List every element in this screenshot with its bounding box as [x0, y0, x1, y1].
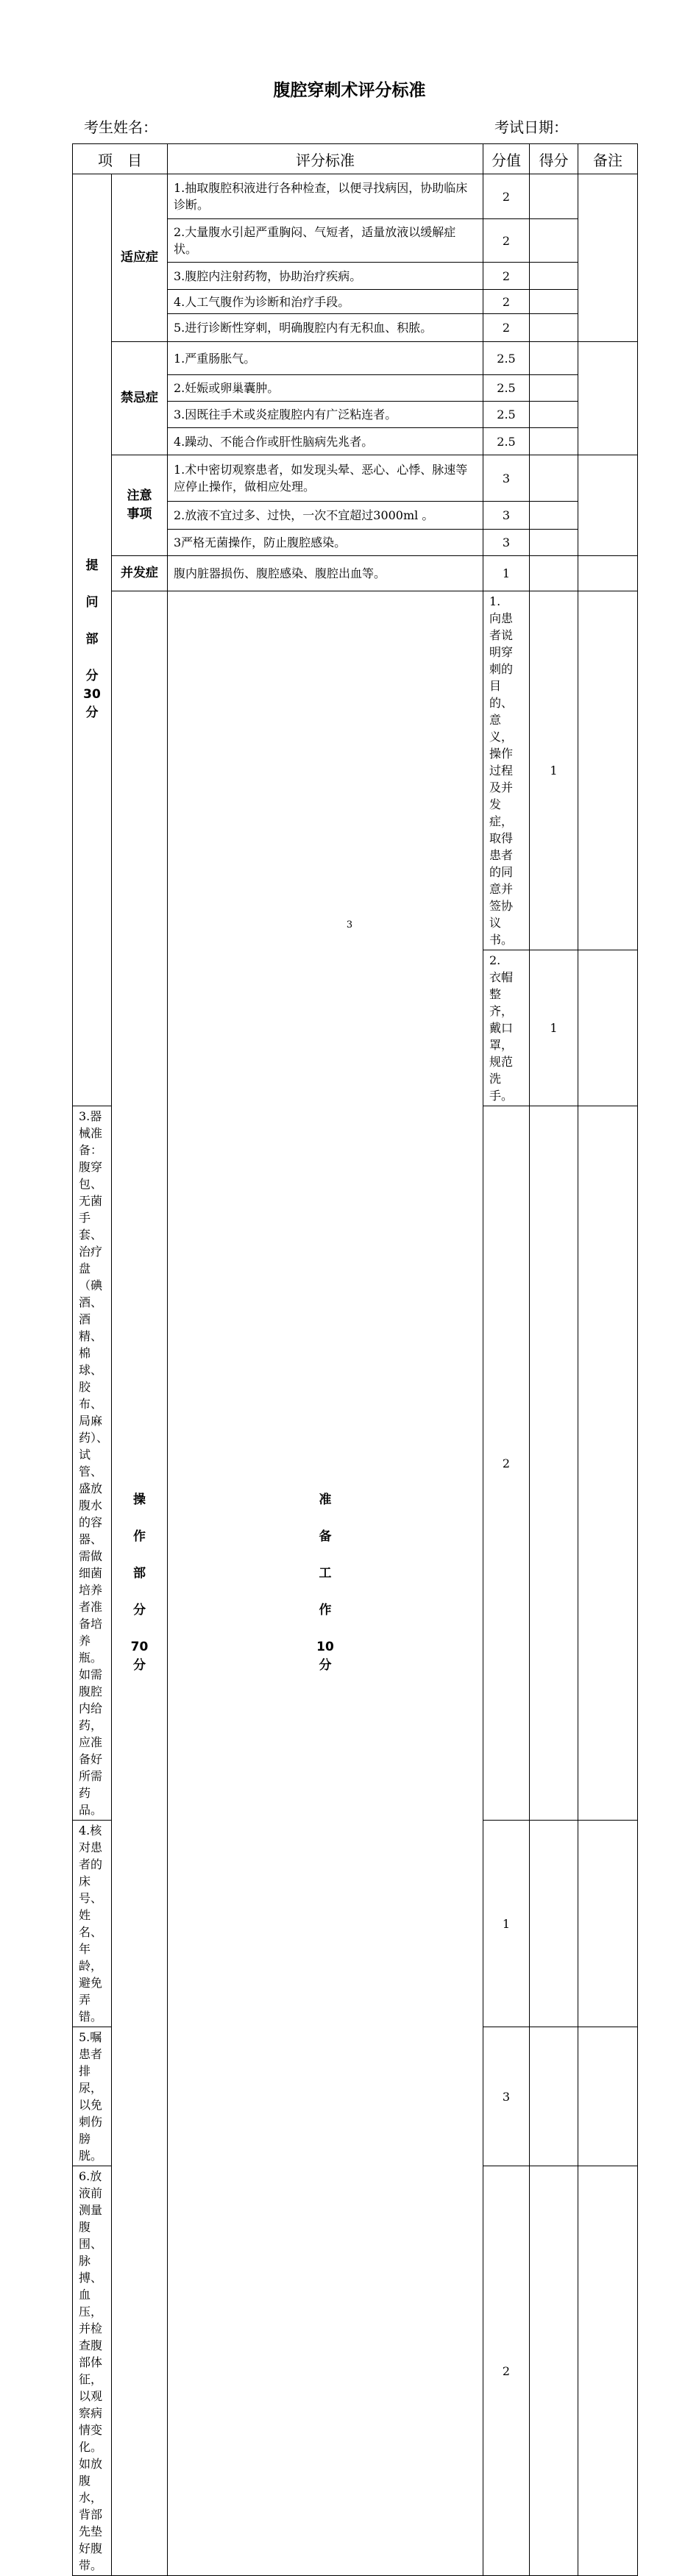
- group-preparation-label: 准 备 工 作 10 分: [316, 1492, 334, 1673]
- remarks-cell[interactable]: [578, 2166, 638, 2576]
- score-cell[interactable]: [530, 2027, 578, 2166]
- score-cell[interactable]: [530, 375, 578, 402]
- criteria-cell: 6.放液前测量腹围、脉搏、血压，并检查腹部体征，以观察病情变化。如放腹水，背部先垫好腹带。: [73, 2166, 112, 2576]
- remarks-cell[interactable]: [578, 1821, 638, 2027]
- points-cell: 2.5: [483, 342, 530, 375]
- points-cell: 1: [483, 1821, 530, 2027]
- points-cell: 3: [483, 455, 530, 502]
- criteria-cell: 1.严重肠胀气。: [168, 342, 483, 375]
- points-cell: 2: [483, 290, 530, 314]
- score-cell[interactable]: [578, 591, 638, 950]
- remarks-cell[interactable]: [578, 556, 638, 591]
- section-questioning-label: 提 问 部 分 30 分: [83, 558, 101, 720]
- remarks-cell[interactable]: [578, 455, 638, 556]
- points-cell: 1: [530, 591, 578, 950]
- header-remarks: 备注: [578, 144, 638, 174]
- score-cell[interactable]: [530, 428, 578, 455]
- table-row: [73, 556, 638, 591]
- remarks-cell[interactable]: [578, 1106, 638, 1821]
- points-cell: 1: [483, 556, 530, 591]
- points-cell: 2: [483, 314, 530, 342]
- score-cell[interactable]: [530, 342, 578, 375]
- criteria-cell: 2. 衣帽整齐，戴口罩，规范洗手。: [483, 950, 530, 1106]
- examinee-name-label: 考生姓名：: [84, 118, 157, 136]
- score-cell[interactable]: [530, 219, 578, 263]
- points-cell: 2: [483, 2166, 530, 2576]
- score-cell[interactable]: [530, 530, 578, 556]
- score-cell[interactable]: [530, 556, 578, 591]
- score-cell[interactable]: [530, 290, 578, 314]
- criteria-cell: 腹内脏器损伤、腹腔感染、腹腔出血等。: [168, 556, 483, 591]
- section-operation: [112, 591, 168, 2576]
- score-cell[interactable]: [530, 263, 578, 290]
- points-cell: 3: [483, 530, 530, 556]
- group-contraindications: 禁忌症: [112, 342, 168, 455]
- criteria-cell: 3.腹腔内注射药物，协助治疗疾病。: [168, 263, 483, 290]
- points-cell: 2.5: [483, 402, 530, 428]
- criteria-cell: 2.放液不宜过多、过快，一次不宜超过3000ml 。: [168, 502, 483, 530]
- criteria-cell: 3严格无菌操作，防止腹腔感染。: [168, 530, 483, 556]
- points-cell: 3: [483, 2027, 530, 2166]
- points-cell: 3: [483, 502, 530, 530]
- table-row: [73, 342, 638, 375]
- table-row: [73, 174, 638, 219]
- page-title: 腹腔穿刺术评分标准: [273, 81, 426, 100]
- score-cell[interactable]: [530, 402, 578, 428]
- score-cell[interactable]: [578, 950, 638, 1106]
- scoring-table: [72, 143, 638, 2576]
- criteria-cell: 3.器械准备：腹穿包、无菌手套、治疗盘（碘酒、酒精、棉球、胶布、局麻药）、试管、盛放腹水的容器、需做细菌培养者准备培养瓶。如需腹腔内给药，应准备好所需药品。: [73, 1106, 112, 1821]
- points-cell: 2: [483, 1106, 530, 1821]
- score-cell[interactable]: [530, 174, 578, 219]
- score-cell[interactable]: [530, 455, 578, 502]
- header-criteria: 评分标准: [168, 144, 483, 174]
- criteria-cell: 1.抽取腹腔积液进行各种检查，以便寻找病因，协助临床诊断。: [168, 174, 483, 219]
- criteria-cell: 3.因既往手术或炎症腹腔内有广泛粘连者。: [168, 402, 483, 428]
- points-cell: 2: [483, 174, 530, 219]
- exam-date-label: 考试日期：: [494, 118, 568, 136]
- header-points: 分值: [483, 144, 530, 174]
- group-indications: 适应症: [112, 174, 168, 342]
- criteria-cell: 1. 向患者说明穿刺的目的、意义，操作过程及并发症，取得患者的同意并签协议书。: [483, 591, 530, 950]
- header-row: [73, 144, 638, 174]
- section-questioning: [73, 174, 112, 1106]
- points-cell: 2: [483, 263, 530, 290]
- group-precautions: 注意 事项: [112, 455, 168, 556]
- score-cell[interactable]: [530, 1106, 578, 1821]
- points-cell: 1: [530, 950, 578, 1106]
- remarks-cell[interactable]: [578, 342, 638, 455]
- page-number: 3: [346, 919, 353, 931]
- criteria-cell: 2.妊娠或卵巢囊肿。: [168, 375, 483, 402]
- table-row: [73, 455, 638, 502]
- criteria-cell: 4.人工气腹作为诊断和治疗手段。: [168, 290, 483, 314]
- header-score: 得分: [530, 144, 578, 174]
- criteria-cell: 2.大量腹水引起严重胸闷、气短者，适量放液以缓解症状。: [168, 219, 483, 263]
- header-item: 项 目: [73, 144, 168, 174]
- remarks-cell[interactable]: [578, 2027, 638, 2166]
- group-complications: 并发症: [112, 556, 168, 591]
- group-preparation: [168, 591, 483, 2576]
- criteria-cell: 4.躁动、不能合作或肝性脑病先兆者。: [168, 428, 483, 455]
- criteria-cell: 5.进行诊断性穿刺，明确腹腔内有无积血、积脓。: [168, 314, 483, 342]
- score-cell[interactable]: [530, 502, 578, 530]
- section-operation-label: 操 作 部 分 70 分: [130, 1492, 149, 1673]
- table-row: [73, 591, 638, 950]
- points-cell: 2.5: [483, 375, 530, 402]
- score-cell[interactable]: [530, 2166, 578, 2576]
- remarks-cell[interactable]: [578, 174, 638, 342]
- points-cell: 2: [483, 219, 530, 263]
- points-cell: 2.5: [483, 428, 530, 455]
- score-cell[interactable]: [530, 1821, 578, 2027]
- score-cell[interactable]: [530, 314, 578, 342]
- criteria-cell: 4.核对患者的床号、姓名、年龄，避免弄错。: [73, 1821, 112, 2027]
- criteria-cell: 1.术中密切观察患者，如发现头晕、恶心、心悸、脉速等应停止操作，做相应处理。: [168, 455, 483, 502]
- criteria-cell: 5.嘱患者排尿，以免刺伤膀胱。: [73, 2027, 112, 2166]
